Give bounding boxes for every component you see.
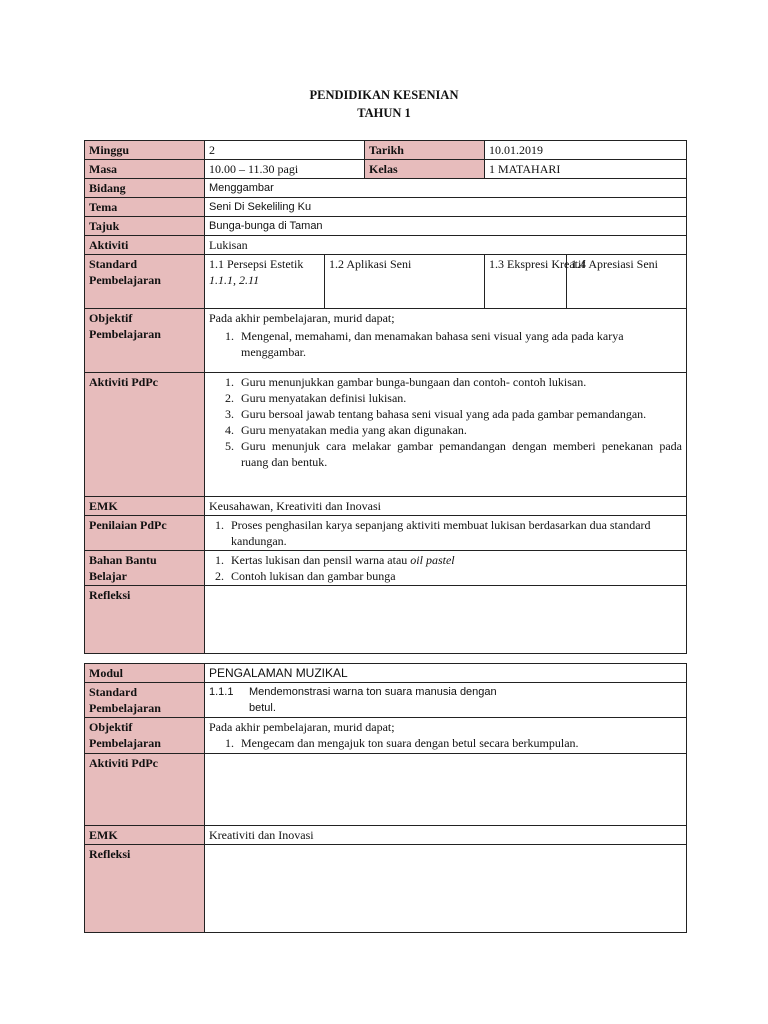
standard-apresiasi: 1.4 Apresiasi Seni xyxy=(567,255,687,309)
emk-label-2: EMK xyxy=(85,826,205,845)
pdpc-item: 3. Guru bersoal jawab tentang bahasa seni visual yang ada pada gambar pemandangan. xyxy=(237,406,682,422)
pdpc-item: 5. Guru menunjuk cara melakar gambar pemandangan dengan memberi penekanan pada ruang dan bentuk. xyxy=(237,438,682,470)
refleksi-label-2: Refleksi xyxy=(85,845,205,933)
aktiviti-label: Aktiviti xyxy=(85,236,205,255)
objektif-content: Pada akhir pembelajaran, murid dapat; 1. Mengenal, memahami, dan menamakan bahasa seni visual yang ada pada karya menggambar. xyxy=(205,309,687,373)
kelas-label: Kelas xyxy=(365,160,485,179)
minggu-label: Minggu xyxy=(85,141,205,160)
pdpc-item: 2. Guru menyatakan definisi lukisan. xyxy=(237,390,682,406)
modul-value: PENGALAMAN MUZIKAL xyxy=(205,664,687,683)
bidang-label: Bidang xyxy=(85,179,205,198)
tarikh-label: Tarikh xyxy=(365,141,485,160)
objektif-label: Objektif Pembelajaran xyxy=(85,309,205,373)
masa-value: 10.00 – 11.30 pagi xyxy=(205,160,365,179)
modul-label: Modul xyxy=(85,664,205,683)
standard-content-2: 1.1.1 Mendemonstrasi warna ton suara manusia dengan betul. xyxy=(205,683,687,718)
tarikh-value: 10.01.2019 xyxy=(485,141,687,160)
bahan-item: 1. Kertas lukisan dan pensil warna atau oil pastel xyxy=(227,552,682,568)
masa-label: Masa xyxy=(85,160,205,179)
standard-aplikasi: 1.2 Aplikasi Seni xyxy=(325,255,485,309)
standard-ekspresi: 1.3 Ekspresi Kreatif xyxy=(485,255,567,309)
kelas-value: 1 MATAHARI xyxy=(485,160,687,179)
objektif-content-2: Pada akhir pembelajaran, murid dapat; 1. Mengecam dan mengajuk ton suara dengan betul secara berkumpulan. xyxy=(205,718,687,754)
music-module-table xyxy=(84,663,687,933)
pdpc-value-2 xyxy=(205,754,687,826)
document-title: PENDIDIKAN KESENIAN xyxy=(309,88,459,102)
refleksi-label: Refleksi xyxy=(85,586,205,654)
objektif-label-2: Objektif Pembelajaran xyxy=(85,718,205,754)
lesson-plan-table xyxy=(84,140,687,654)
standard-estetik: 1.1 Persepsi Estetik 1.1.1, 2.11 xyxy=(205,255,325,309)
refleksi-value-2 xyxy=(205,845,687,933)
penilaian-content xyxy=(205,516,687,551)
emk-label: EMK xyxy=(85,497,205,516)
bahan-label: Bahan Bantu Belajar xyxy=(85,551,205,586)
pdpc-item: 4. Guru menyatakan media yang akan digunakan. xyxy=(237,422,682,438)
pdpc-label-2: Aktiviti PdPc xyxy=(85,754,205,826)
objektif-item: 1. Mengenal, memahami, dan menamakan bahasa seni visual yang ada pada karya menggambar. xyxy=(237,328,682,360)
aktiviti-value: Lukisan xyxy=(205,236,687,255)
refleksi-value xyxy=(205,586,687,654)
pdpc-label: Aktiviti PdPc xyxy=(85,373,205,497)
minggu-value: 2 xyxy=(205,141,365,160)
objektif-item-2: 1. Mengecam dan mengajuk ton suara dengan betul secara berkumpulan. xyxy=(237,735,682,751)
standard-label-2: Standard Pembelajaran xyxy=(85,683,205,718)
emk-value: Keusahawan, Kreativiti dan Inovasi xyxy=(205,497,687,516)
bidang-value: Menggambar xyxy=(205,179,687,198)
bahan-content xyxy=(205,551,687,586)
standard-label: Standard Pembelajaran xyxy=(85,255,205,309)
penilaian-label: Penilaian PdPc xyxy=(85,516,205,551)
document-subtitle: TAHUN 1 xyxy=(357,106,411,120)
tajuk-label: Tajuk xyxy=(85,217,205,236)
pdpc-content xyxy=(205,373,687,497)
penilaian-item: 1. Proses penghasilan karya sepanjang aktiviti membuat lukisan berdasarkan dua standard kandungan. xyxy=(227,517,682,549)
emk-value-2: Kreativiti dan Inovasi xyxy=(205,826,687,845)
tajuk-value: Bunga-bunga di Taman xyxy=(205,217,687,236)
tema-value: Seni Di Sekeliling Ku xyxy=(205,198,687,217)
tema-label: Tema xyxy=(85,198,205,217)
pdpc-item: 1. Guru menunjukkan gambar bunga-bungaan dan contoh- contoh lukisan. xyxy=(237,374,682,390)
bahan-item: 2. Contoh lukisan dan gambar bunga xyxy=(227,568,682,584)
